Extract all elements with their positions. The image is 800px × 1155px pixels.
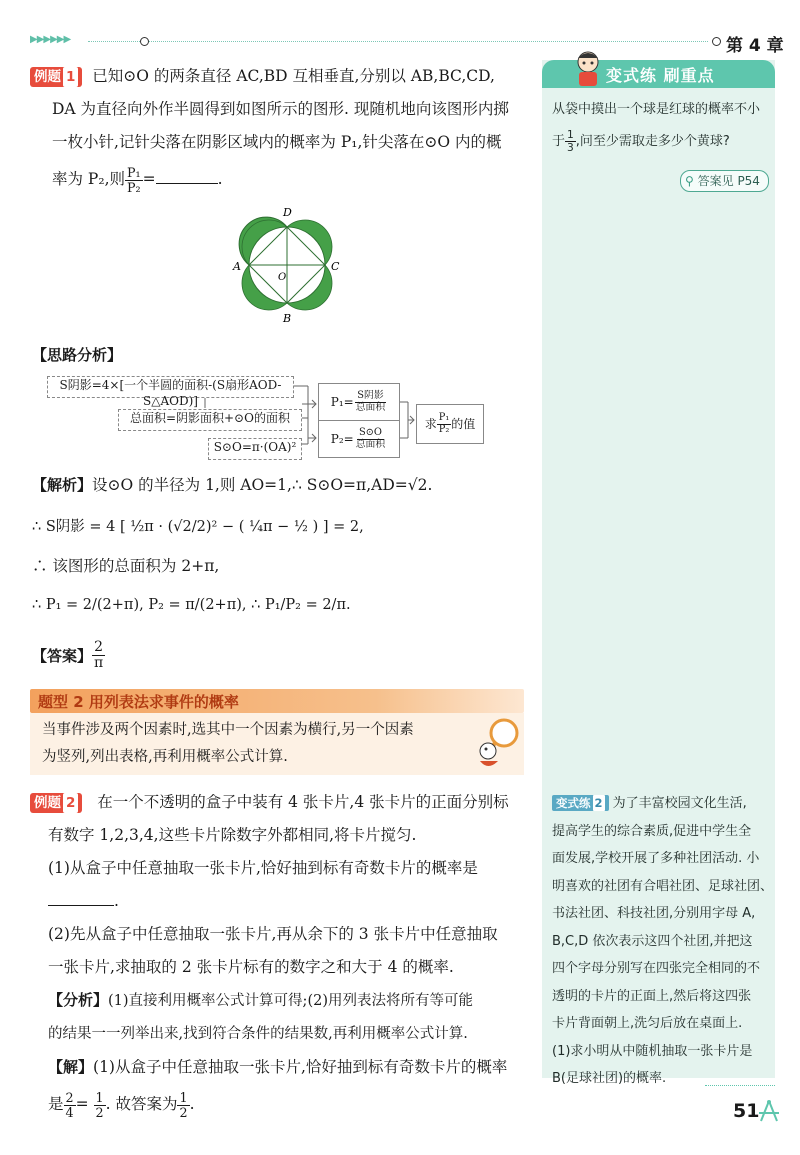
page-number: 51 [733, 1100, 760, 1122]
flow-box-circle-area: S⊙O=π·(OA)² [208, 438, 302, 460]
practice-q1-line1: 从袋中摸出一个球是红球的概率不小 [552, 102, 761, 117]
example1-line4: 率为 P₂,则 $\frac{\text{P₁}}{\text{P₂}}$ = . [52, 165, 223, 195]
header-dot-left [140, 37, 149, 46]
type2-description-box [30, 713, 524, 775]
type2-line2: 为竖列,列出表格,再利用概率公式计算. [42, 749, 288, 765]
example2-line5: (2)先从盒子中任意抽取一张卡片,再从余下的 3 张卡片中任意抽取 [48, 925, 498, 943]
solution1-line2: ∴ S阴影 = 4 [ ½π · (√2/2)² − ( ¼π − ½ ) ] = 2, [32, 519, 364, 535]
example2-solution-line1: (1)从盒子中任意抽取一张卡片,恰好抽到标有奇数卡片的概率 [93, 1058, 508, 1076]
example2-analysis-line2: 的结果一一列举出来,找到符合条件的结果数,再利用概率公式计算. [48, 1026, 468, 1042]
type2-line1: 当事件涉及两个因素时,选其中一个因素为横行,另一个因素 [42, 722, 414, 738]
example1-line3: 一枚小针,记针尖落在阴影区域内的概率为 P₁,针尖落在⊙O 内的概 [52, 133, 502, 151]
flow-box-shaded-area: S阴影=4×[一个半圆的面积-(S扇形AOD-S△AOD)] [47, 376, 294, 398]
example2-blank [48, 891, 114, 906]
header-dot-right [712, 37, 721, 46]
example2-text: 例题 2 在一个不透明的盒子中装有 4 张卡片,4 张卡片的正面分别标 有数字 1,2,3,4,这些卡片除数字外都相同,将卡片搅匀. (1)从盒子中任意抽取一张卡片,恰好抽到标有奇数卡片的概率是 . (2)先从盒子中任意抽取一张卡片,再从余下的 3 张卡片中任意抽取 一张卡片,求抽取的 2 张卡片标有的数字之和大于 4 的概率. 【分析】(1)直接利用概率公式计算可得;(2)用列表法将所有等可能 的结果一一列举出来,找到符合条件的结果数,再利用概率公式计算. 【解】(1)从盒子中任意抽取一张卡片,恰好抽到标有奇数卡片的概率 是 $\frac{2}{4}$ = $\frac{1}{2}$ . 故答案为 $\frac{1}{2}$ . [30, 786, 535, 1124]
solution1-line3: ∴ 该图形的总面积为 2+π, [32, 557, 220, 575]
example1-line2: DA 为直径向外作半圆得到如图所示的图形. 现随机地向该图形内掷 [52, 100, 509, 118]
flow-box-p1: P₁= $\frac{\text{S阴影}}{\text{总面积}}$ [318, 383, 400, 421]
example2-analysis-line1: (1)直接利用概率公式计算可得;(2)用列表法将所有等可能 [108, 993, 473, 1009]
header-arrows-decoration: ▶▶▶▶▶▶ [30, 34, 71, 45]
p-ratio-fraction: $\frac{\text{P₁}}{\text{P₂}}$ [127, 165, 141, 195]
example2-line2: 有数字 1,2,3,4,这些卡片除数字外都相同,将卡片搅匀. [48, 826, 417, 844]
example1-line1: 已知⊙O 的两条直径 AC,BD 互相垂直,分别以 AB,BC,CD, [92, 67, 495, 85]
location-pin-icon: ⚲ [685, 174, 694, 188]
footer-dotted-line [705, 1085, 775, 1086]
mascot-icon [572, 48, 604, 88]
svg-text:O: O [278, 272, 287, 283]
solution1-line4: ∴ P₁ = 2/(2+π), P₂ = π/(2+π), ∴ P₁/P₂ = 2/π. [32, 597, 351, 613]
example2-line1: 在一个不透明的盒子中装有 4 张卡片,4 张卡片的正面分别标 [97, 793, 509, 811]
svg-text:B: B [283, 312, 292, 323]
type2-title: 题型 2 用列表法求事件的概率 [38, 693, 239, 711]
example-badge: 例题 2 [30, 793, 82, 813]
variant-badge: 变式练 2 [552, 795, 609, 811]
flow-box-total-area: 总面积=阴影面积+⊙O的面积 [118, 409, 302, 431]
svg-text:A: A [233, 260, 241, 273]
compass-ruler-icon [756, 1098, 782, 1124]
practice-var2: 变式练 2 为了丰富校园文化生活, 提高学生的综合素质,促进中学生全 面发展,学校开展了多种社团活动. 小 明喜欢的社团有合唱社团、足球社团、 书法社团、科技社团,分别用字母 A, B,C,D 依次表示这四个社团,并把这 四个字母分别写在四张完全相同的不 透明的卡片的正面上,然后将这四张 卡片背面朝上,洗匀后放在桌面上. (1)求小明从中随机抽取一张卡片是 B(足球社团)的概率. [552, 796, 774, 1086]
answer-reference-tag[interactable]: ⚲ 答案见 P54 [680, 170, 769, 192]
svg-text:D: D [283, 208, 292, 219]
practice-q1: 从袋中摸出一个球是红球的概率不小 于 $\frac{1}{3}$ ,问至少需取走多少个黄球? [552, 96, 772, 160]
example2-solution-line2: 是 $\frac{2}{4}$ = $\frac{1}{2}$ . 故答案为 $\frac{1}{2}$ . [48, 1090, 195, 1120]
example-badge: 例题 1 [30, 67, 82, 87]
type2-header-bar [30, 689, 524, 713]
mascot-magnifier-icon [474, 715, 524, 773]
answer-blank [156, 169, 218, 184]
solution1-block: 【解析】设⊙O 的半径为 1,则 AO=1,∴ S⊙O=π,AD=√2. ∴ S阴影 = 4 [ ½π · (√2/2)² − ( ¼π − ½ ) ] = 2, ∴ 该图形的总面积为 2+π, ∴ P₁ = 2/(2+π), P₂ = π/(2+π), ∴ P₁/P₂ = 2/π. [32, 470, 532, 628]
analysis-heading: 【思路分析】 [32, 346, 123, 364]
chapter-label: 第 4 章 [726, 36, 784, 56]
flow-box-result: 求 $\frac{\text{P₁}}{\text{P₂}}$ 的值 [416, 404, 484, 444]
example2-line6: 一张卡片,求抽取的 2 张卡片标有的数字之和大于 4 的概率. [48, 958, 454, 976]
header-dotted-line [88, 41, 708, 42]
example2-line3: (1)从盒子中任意抽取一张卡片,恰好抽到标有奇数卡片的概率是 [48, 859, 478, 877]
svg-text:C: C [331, 260, 340, 273]
answer1-line: 【答案】 $\frac{2}{\pi}$ [32, 639, 104, 671]
example1-text [30, 60, 530, 199]
solution1-line1: 设⊙O 的半径为 1,则 AO=1,∴ S⊙O=π,AD=√2. [92, 476, 433, 494]
practice-panel-title: 变式练 刷重点 [606, 66, 715, 85]
clover-figure [222, 208, 362, 323]
flow-box-p2: P₂= $\frac{S⊙O}{\text{总面积}}$ [318, 420, 400, 458]
